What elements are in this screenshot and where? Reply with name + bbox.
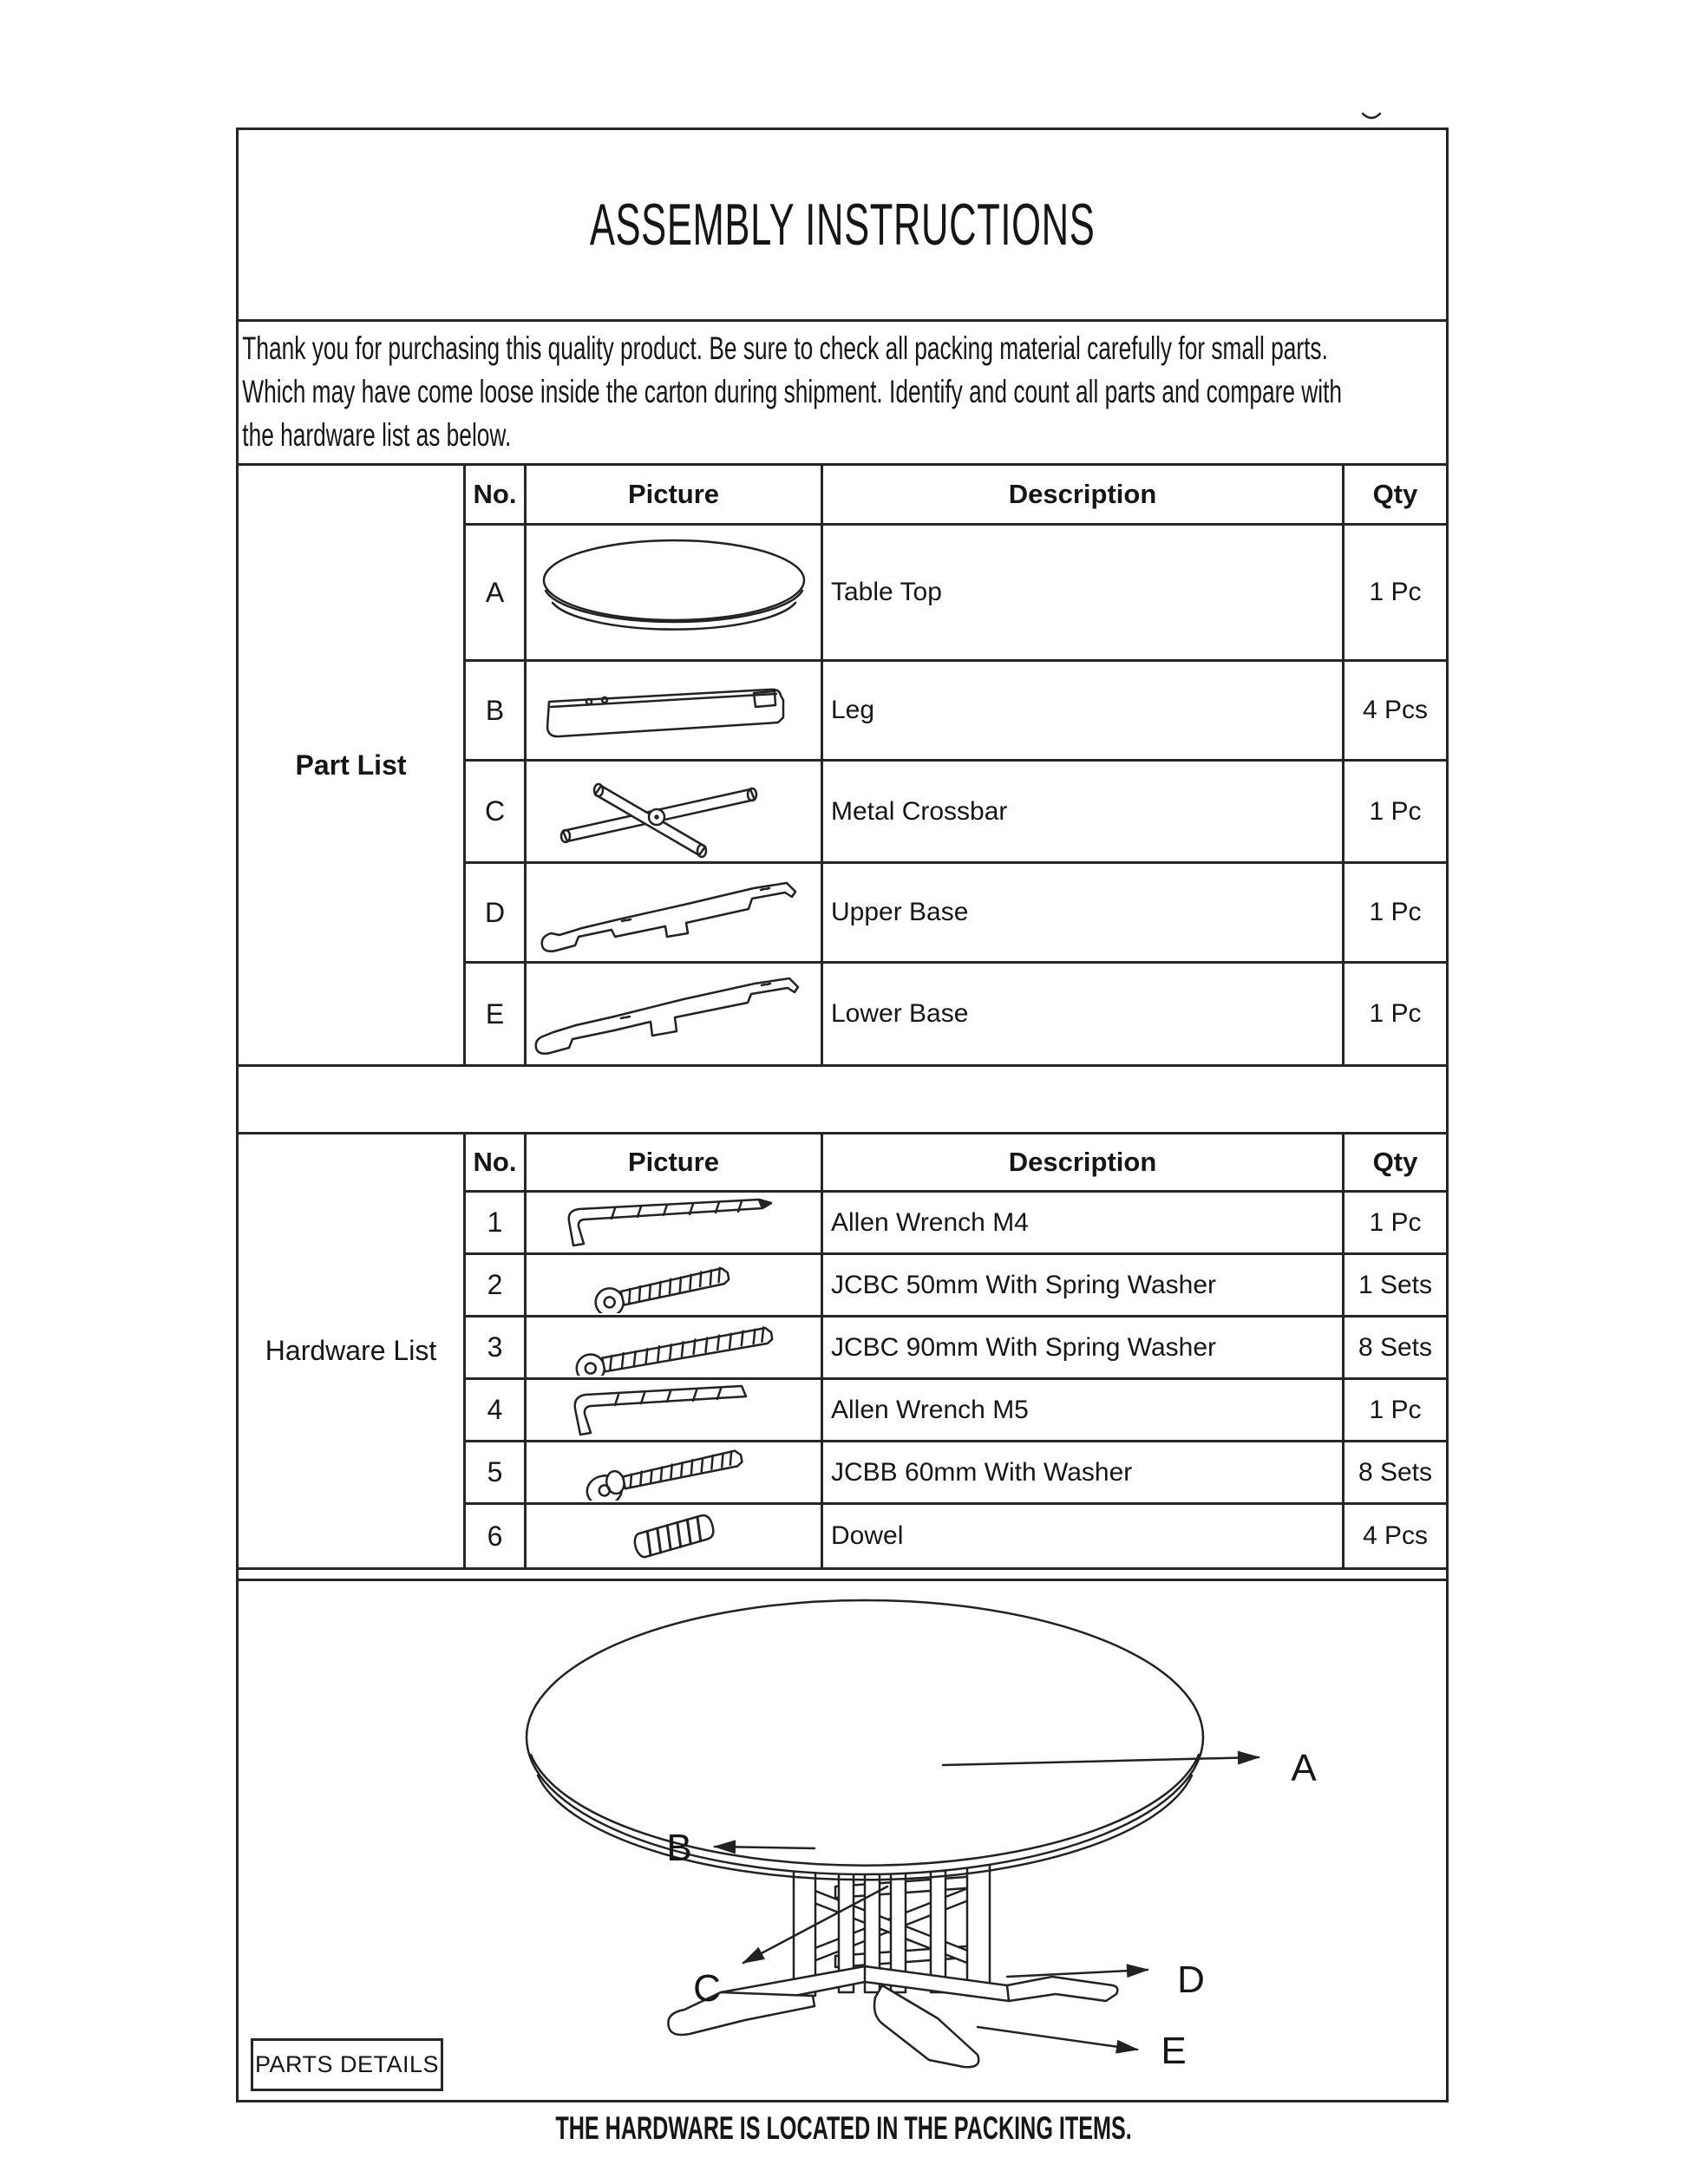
hardware-row-no: 2 [466, 1255, 527, 1318]
metal-crossbar-picture [544, 763, 804, 860]
callout-label-e: E [1161, 2030, 1187, 2072]
table-row [527, 762, 823, 864]
column-header-description: Description [823, 466, 1345, 526]
pedestal-table-drawing [239, 1581, 1446, 2100]
hardware-qty: 8 Sets [1345, 1318, 1446, 1380]
upper-base-picture [535, 867, 813, 958]
part-description: Lower Base [823, 964, 1345, 1064]
bolt-washer-picture [535, 1445, 813, 1501]
part-qty: 1 Pc [1345, 526, 1446, 662]
column-header-qty: Qty [1345, 466, 1446, 526]
hardware-description: JCBC 90mm With Spring Washer [823, 1318, 1345, 1380]
dowel-picture [535, 1508, 813, 1564]
part-row-no: E [466, 964, 527, 1064]
table-row [527, 1380, 823, 1442]
table-row [527, 1255, 823, 1318]
column-header-no: No. [466, 1135, 527, 1193]
part-description: Upper Base [823, 864, 1345, 964]
callout-label-c: C [693, 1967, 721, 2010]
hardware-row-no: 4 [466, 1380, 527, 1442]
part-description: Leg [823, 662, 1345, 762]
callout-label-a: A [1291, 1747, 1317, 1789]
part-row-no: D [466, 864, 527, 964]
leg-picture [535, 667, 813, 754]
scan-artifact-mark [1360, 111, 1383, 123]
part-qty: 4 Pcs [1345, 662, 1446, 762]
part-list-table [239, 466, 1446, 1067]
callout-label-d: D [1177, 1958, 1205, 2001]
table-row [527, 864, 823, 964]
hardware-list-table [239, 1132, 1446, 1570]
part-row-no: A [466, 526, 527, 662]
intro-paragraph: Thank you for purchasing this quality product. Be sure to check all packing material carefully for small parts. Which may have come loose inside the carton during shipment. Identify and count all parts and compare with the hardware list as below. [242, 330, 1343, 453]
hardware-description: Allen Wrench M4 [823, 1193, 1345, 1255]
screw-spring-washer-picture [535, 1258, 813, 1313]
hardware-row-no: 3 [466, 1318, 527, 1380]
column-header-qty: Qty [1345, 1135, 1446, 1193]
hardware-description: JCBB 60mm With Washer [823, 1442, 1345, 1505]
parts-details-box [251, 2038, 443, 2091]
table-row [527, 1505, 823, 1567]
table-row [527, 1318, 823, 1380]
document-frame [236, 128, 1449, 2102]
callout-label-b: B [666, 1827, 692, 1869]
intro-section [239, 322, 1446, 466]
lower-base-picture [531, 966, 817, 1062]
part-description: Metal Crossbar [823, 762, 1345, 864]
hardware-description: Allen Wrench M5 [823, 1380, 1345, 1442]
allen-wrench-picture [535, 1195, 813, 1251]
table-top-picture [535, 532, 813, 653]
column-header-no: No. [466, 466, 527, 526]
part-qty: 1 Pc [1369, 999, 1422, 1028]
hardware-row-no: 5 [466, 1442, 527, 1505]
part-row-no: C [466, 762, 527, 864]
hardware-description: JCBC 50mm With Spring Washer [823, 1255, 1345, 1318]
table-row [527, 1193, 823, 1255]
hardware-qty: 1 Sets [1345, 1255, 1446, 1318]
hardware-row-no: 1 [466, 1193, 527, 1255]
hardware-list-section-label: Hardware List [239, 1135, 466, 1567]
table-row [527, 964, 823, 1064]
table-row [527, 526, 823, 662]
footer-note: THE HARDWARE IS LOCATED IN THE PACKING ITEMS. [555, 2110, 1133, 2146]
part-description: Table Top [823, 526, 1345, 662]
hardware-row-no: 6 [466, 1505, 527, 1567]
parts-details-label: PARTS DETAILS [254, 2051, 440, 2077]
table-row [527, 662, 823, 762]
hardware-qty: 1 Pc [1345, 1380, 1446, 1442]
hardware-qty: 8 Sets [1345, 1442, 1446, 1505]
title-section [239, 130, 1446, 322]
column-header-picture: Picture [527, 466, 823, 526]
hardware-qty: 1 Pc [1345, 1193, 1446, 1255]
screw-spring-washer-long-picture [535, 1320, 813, 1376]
allen-wrench-large-picture [535, 1383, 813, 1438]
table-row [527, 1442, 823, 1505]
part-row-no: B [466, 662, 527, 762]
part-qty: 1 Pc [1345, 762, 1446, 864]
page-title: ASSEMBLY INSTRUCTIONS [589, 192, 1096, 258]
column-header-description: Description [823, 1135, 1345, 1193]
hardware-description: Dowel [823, 1505, 1345, 1567]
part-list-section-label: Part List [239, 466, 466, 1064]
assembled-table-diagram [239, 1579, 1446, 2100]
hardware-qty: 4 Pcs [1362, 1521, 1429, 1550]
part-qty: 1 Pc [1345, 864, 1446, 964]
column-header-picture: Picture [527, 1135, 823, 1193]
